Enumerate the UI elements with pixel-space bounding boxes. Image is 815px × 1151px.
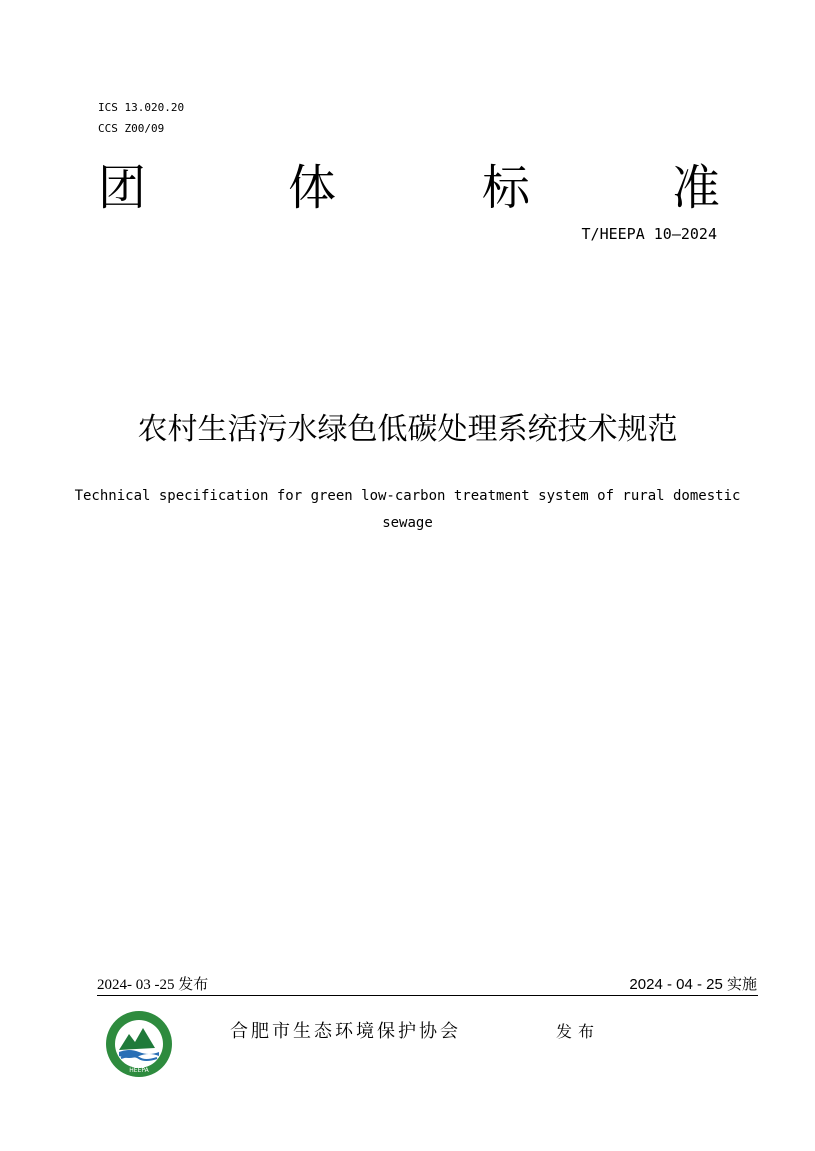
document-title-chinese: 农村生活污水绿色低碳处理系统技术规范 (137, 412, 678, 447)
standard-number: T/HEEPA 10—2024 (581, 225, 717, 243)
effective-date: 2024 - 04 - 25 实施 (629, 976, 757, 993)
publish-label: 发布 (556, 1022, 601, 1041)
standard-type-char-4: 准 (672, 160, 721, 216)
issue-date: 2024- 03 -25 发布 (97, 977, 209, 993)
publisher-name: 合肥市生态环境保护协会 (230, 1021, 461, 1042)
heepa-logo-icon (105, 1010, 173, 1078)
standard-type-char-2: 体 (288, 160, 337, 216)
standard-type-char-1: 团 (98, 160, 147, 216)
standard-type-char-3: 标 (482, 160, 531, 216)
logo-text: HEEPA (129, 1067, 149, 1074)
ccs-code: CCS Z00/09 (98, 122, 165, 135)
document-title-english: Technical specification for green low-carbon treatment system of rural domestic sewage (74, 488, 741, 531)
date-divider-line (97, 995, 758, 996)
ics-code: ICS 13.020.20 (98, 101, 185, 114)
